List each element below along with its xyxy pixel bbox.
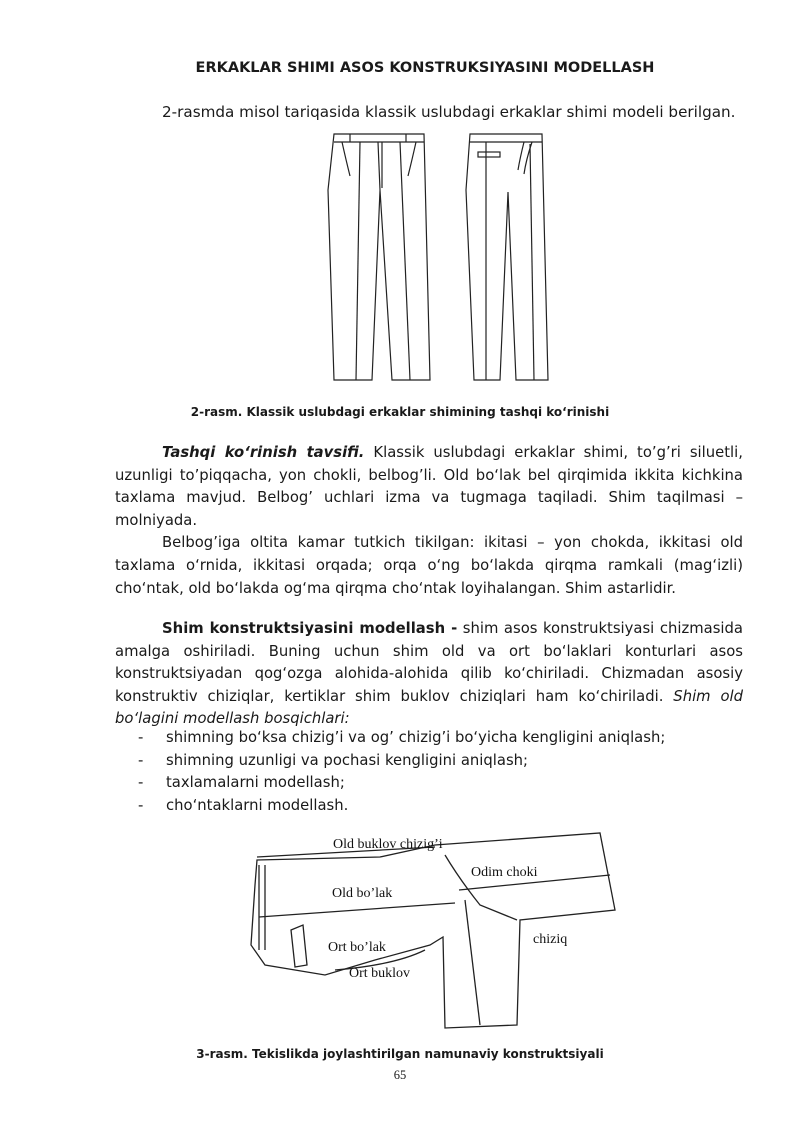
list-item: - shimning uzunligi va pochasi kengligini aniqlash; <box>138 751 529 769</box>
modeling-text: shim asos konstruktsiyasi chizmasida amalga oshiriladi. Buning uchun shim old va ort bo‘laklari konturlari asos konstruktsiyadan qog‘ozga alohida-alohida qilib ko‘chiriladi. Chizmadan asosiy konstruktiv chiziqlar, kertiklar shim buklov chiziqlari ham ko‘chiriladi. <box>115 620 743 705</box>
modeling-paragraph <box>115 618 743 731</box>
list-item: - shimning bo‘ksa chizig’i va og’ chizig’i bo‘yicha kengligini aniqlash; <box>138 729 666 746</box>
modeling-steps-lead: Shim old bo‘lagini modellash bosqichlari: <box>115 687 743 728</box>
label-ort-buklov: Ort buklov <box>349 966 411 981</box>
list-item: - cho‘ntaklarni modellash. <box>138 796 349 814</box>
list-item: - taxlamalarni modellash; <box>138 774 345 792</box>
label-odim-choki: Odim choki <box>471 865 538 880</box>
page-heading: ERKAKLAR SHIMI ASOS KONSTRUKSIYASINI MODELLASH <box>195 60 655 76</box>
description-text-1: Klassik uslubdagi erkaklar shimi, to’g’ri siluetli, uzunligi to’piqqacha, yon chokli, belbog’li. Old bo‘lak bel qirqimida ikkita kichkina taxlama mavjud. Belbog’ uchlari izma va tugmaga taqiladi. Shim taqilmasi – molniyada. <box>115 444 743 529</box>
description-text-2: Belbog’iga oltita kamar tutkich tikilgan: ikitasi – yon chokda, ikkitasi old taxlama o‘rnida, ikkitasi orqada; orqa o‘ng bo‘lakda qirqma ramkali (mag‘izli) cho‘ntak, old bo‘lakda og‘ma qirqma cho‘ntak loyihalangan. Shim astarlidir. <box>115 534 743 597</box>
label-old-buklov: Old buklov chizig’i <box>333 837 443 852</box>
label-chiziq: chiziq <box>533 932 568 947</box>
intro-text: 2-rasmda misol tariqasida klassik uslubdagi erkaklar shimi modeli berilgan. <box>162 103 736 121</box>
figure-2-caption: 3-rasm. Tekislikda joylashtirilgan namunaviy konstruktsiyali <box>196 1047 604 1061</box>
figure-1-caption: 2-rasm. Klassik uslubdagi erkaklar shimining tashqi ko‘rinishi <box>190 405 610 419</box>
pattern-layout-diagram <box>245 825 630 1030</box>
description-paragraph <box>115 442 743 600</box>
page-number: 65 <box>393 1068 407 1082</box>
trousers-illustration <box>320 130 560 385</box>
label-ort-bolak: Ort bo’lak <box>328 940 386 955</box>
modeling-lead: Shim konstruktsiyasini modellash - <box>162 620 458 637</box>
label-old-bolak: Old bo’lak <box>332 886 393 901</box>
description-lead: Tashqi ko‘rinish tavsifi. <box>162 444 365 461</box>
steps-list <box>138 727 665 817</box>
